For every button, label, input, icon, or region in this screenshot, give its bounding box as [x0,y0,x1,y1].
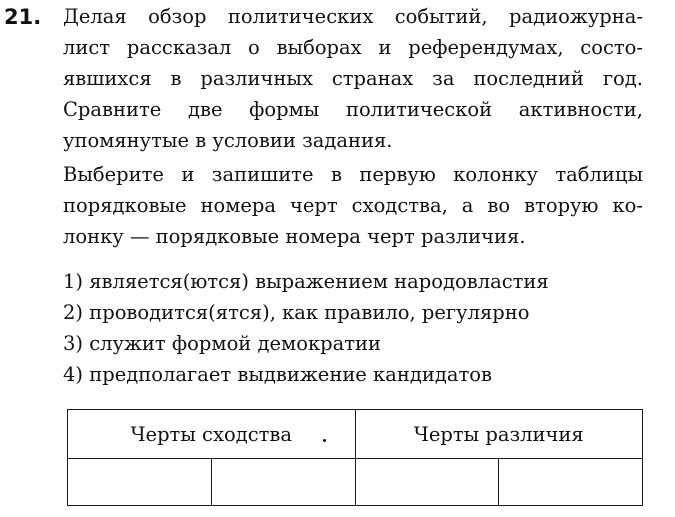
options-list [63,266,549,390]
stray-dot-mark [323,439,326,442]
intro-line: Сравните две формы политической активности, [63,98,643,121]
task-instruction [63,159,643,252]
task-number: 21. [4,5,42,29]
instruction-line: лонку — порядковые номера черт различия. [63,225,526,248]
header-differences-label: Черты различия [413,422,584,446]
option-3: 3) служит формой демократии [63,332,382,355]
answer-table [67,409,643,506]
option-4: 4) предполагает выдвижение кандидатов [63,363,492,386]
instruction-line: Выберите и запишите в первую колонку таблицы [63,163,643,186]
intro-line: лист рассказал о выборах и референдумах, состо- [63,36,643,59]
task-intro [63,1,643,156]
header-similarities [68,410,356,459]
intro-line: упомянутые в условии задания. [63,129,393,152]
instruction-line: порядковые номера черт сходства, а во вторую ко- [63,194,643,217]
table-header-row [68,410,643,459]
option-1: 1) является(ются) выражением народовластия [63,270,549,293]
header-differences [355,410,643,459]
answer-cell-difference-2[interactable] [499,459,643,506]
header-similarities-label: Черты сходства [130,422,293,446]
option-2: 2) проводится(ятся), как правило, регулярно [63,301,530,324]
intro-line: Делая обзор политических событий, радиожурна- [63,5,643,28]
answer-cell-similarity-2[interactable] [211,459,355,506]
table-answer-row [68,459,643,506]
answer-cell-difference-1[interactable] [355,459,499,506]
intro-line: явшихся в различных странах за последний год. [63,67,643,90]
answer-cell-similarity-1[interactable] [68,459,212,506]
